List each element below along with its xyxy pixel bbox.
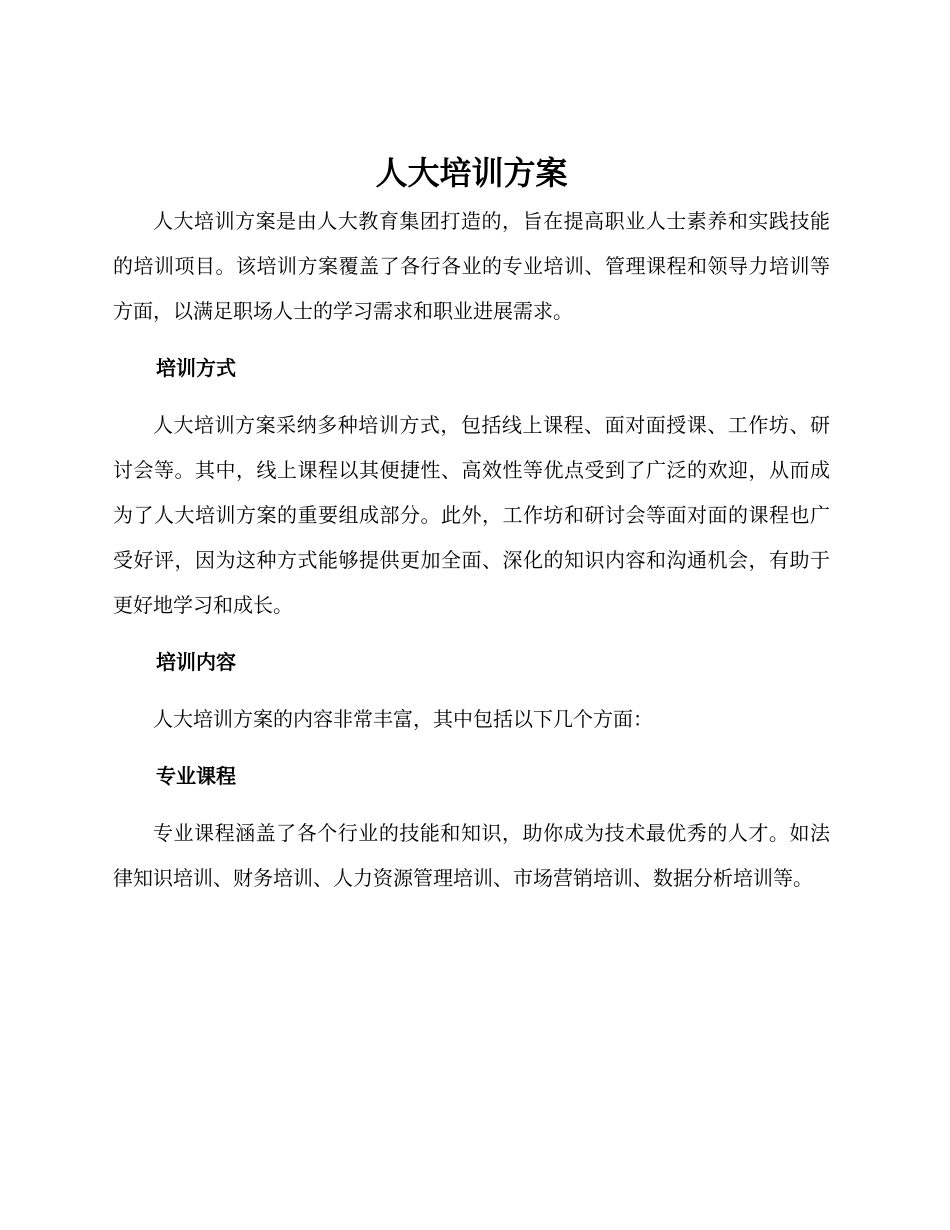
intro-paragraph: 人大培训方案是由人大教育集团打造的，旨在提高职业人士素养和实践技能的培训项目。该培训方案覆盖了各行各业的专业培训、管理课程和领导力培训等方面，以满足职场人士的学习需求和职业进展需求。 — [113, 209, 830, 323]
section-paragraph-training-methods: 人大培训方案采纳多种培训方式，包括线上课程、面对面授课、工作坊、研讨会等。其中，线上课程以其便捷性、高效性等优点受到了广泛的欢迎，从而成为了人大培训方案的重要组成部分。此外，工作坊和研讨会等面对面的课程也广受好评，因为这种方式能够提供更加全面、深化的知识内容和沟通机会，有助于更好地学习和成长。 — [113, 413, 830, 617]
section-paragraph-professional-courses: 专业课程涵盖了各个行业的技能和知识，助你成为技术最优秀的人才。如法律知识培训、财务培训、人力资源管理培训、市场营销培训、数据分析培训等。 — [113, 821, 830, 890]
section-paragraph-training-content: 人大培训方案的内容非常丰富，其中包括以下几个方面： — [153, 707, 653, 731]
section-heading-training-methods: 培训方式 — [156, 356, 236, 380]
section-heading-professional-courses: 专业课程 — [156, 764, 236, 788]
document-title: 人大培训方案 — [375, 154, 568, 192]
section-heading-training-content: 培训内容 — [156, 650, 236, 674]
